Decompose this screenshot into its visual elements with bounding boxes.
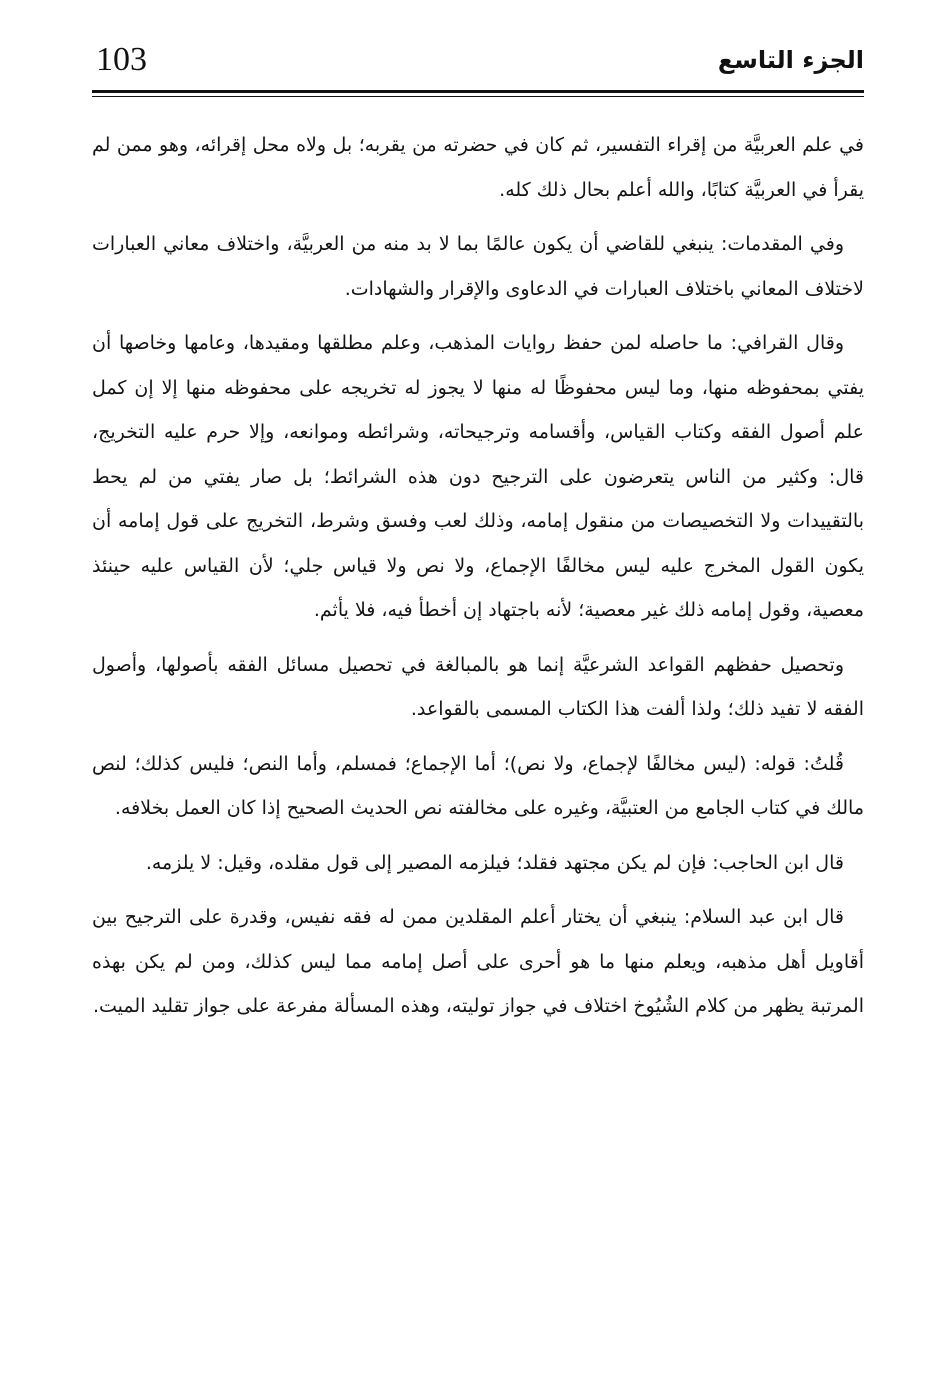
page-number: 103 [96, 41, 147, 78]
running-title: الجزء التاسع [717, 46, 864, 74]
book-page [92, 36, 864, 1039]
paragraph-2: وفي المقدمات: ينبغي للقاضي أن يكون عالمًا بما لا بد منه من العربيَّة، واختلاف معاني العبارات لاختلاف المعاني باختلاف العبارات في الدعاوى والإقرار والشهادات. [92, 233, 864, 300]
header-rule-thin [92, 96, 864, 97]
paragraph-4: وتحصيل حفظهم القواعد الشرعيَّة إنما هو بالمبالغة في تحصيل مسائل الفقه بأصولها، وأصول الفقه لا تفيد ذلك؛ ولذا ألفت هذا الكتاب المسمى بالقواعد. [92, 653, 864, 720]
paragraph-7: قال ابن عبد السلام: ينبغي أن يختار أعلم المقلدين ممن له فقه نفيس، وقدرة على الترجيح بين أقاويل أهل مذهبه، ويعلم منها ما هو أحرى على أصل إمامه مما ليس كذلك، ومن لم يكن بهذه المرتبة يظهر من كلام الشُيُوخ اختلاف في جواز توليته، وهذه المسألة مفرعة على جواز تقليد الميت. [92, 906, 864, 1017]
paragraph-1: في علم العربيَّة من إقراء التفسير، ثم كان في حضرته من يقربه؛ بل ولاه محل إقرائه، وهو ممن لم يقرأ في العربيَّة كتابًا، والله أعلم بحال ذلك كله. [92, 134, 864, 201]
paragraph-3: وقال القرافي: ما حاصله لمن حفظ روايات المذهب، وعلم مطلقها ومقيدها، وعامها وخاصها أن يفتي بمحفوظه منها، وما ليس محفوظًا له منها لا يجوز له تخريجه على محفوظه منها إلا إن كمل علم أصول الفقه وكتاب القياس، وأقسامه وترجيحاته، وشرائطه وموانعه، وإلا حرم عليه التخريج، قال: وكثير من الناس يتعرضون على الترجيح دون هذه الشرائط؛ بل صار يفتي من لم يحط بالتقييدات ولا التخصيصات من منقول إمامه، وذلك لعب وفسق وشرط، التخريج على قول إمامه أن يكون القول المخرج عليه ليس مخالفًا الإجماع، ولا نص ولا قياس جلي؛ لأن القياس عليه حينئذ معصية، وقول إمامه ذلك غير معصية؛ لأنه باجتهاد إن أخطأ فيه، فلا يأثم. [92, 332, 864, 621]
page-header [92, 36, 864, 88]
paragraph-5: قُلتُ: قوله: (ليس مخالفًا لإجماع، ولا نص)؛ أما الإجماع؛ فمسلم، وأما النص؛ فليس كذلك؛ لنص مالك في كتاب الجامع من العتبيَّة، وغيره على مخالفته نص الحديث الصحيح إذا كان العمل بخلافه. [92, 752, 864, 819]
main-text [92, 123, 864, 1029]
paragraph-6: قال ابن الحاجب: فإن لم يكن مجتهد فقلد؛ فيلزمه المصير إلى قول مقلده، وقيل: لا يلزمه. [145, 851, 844, 874]
header-rule-thick [92, 90, 864, 93]
